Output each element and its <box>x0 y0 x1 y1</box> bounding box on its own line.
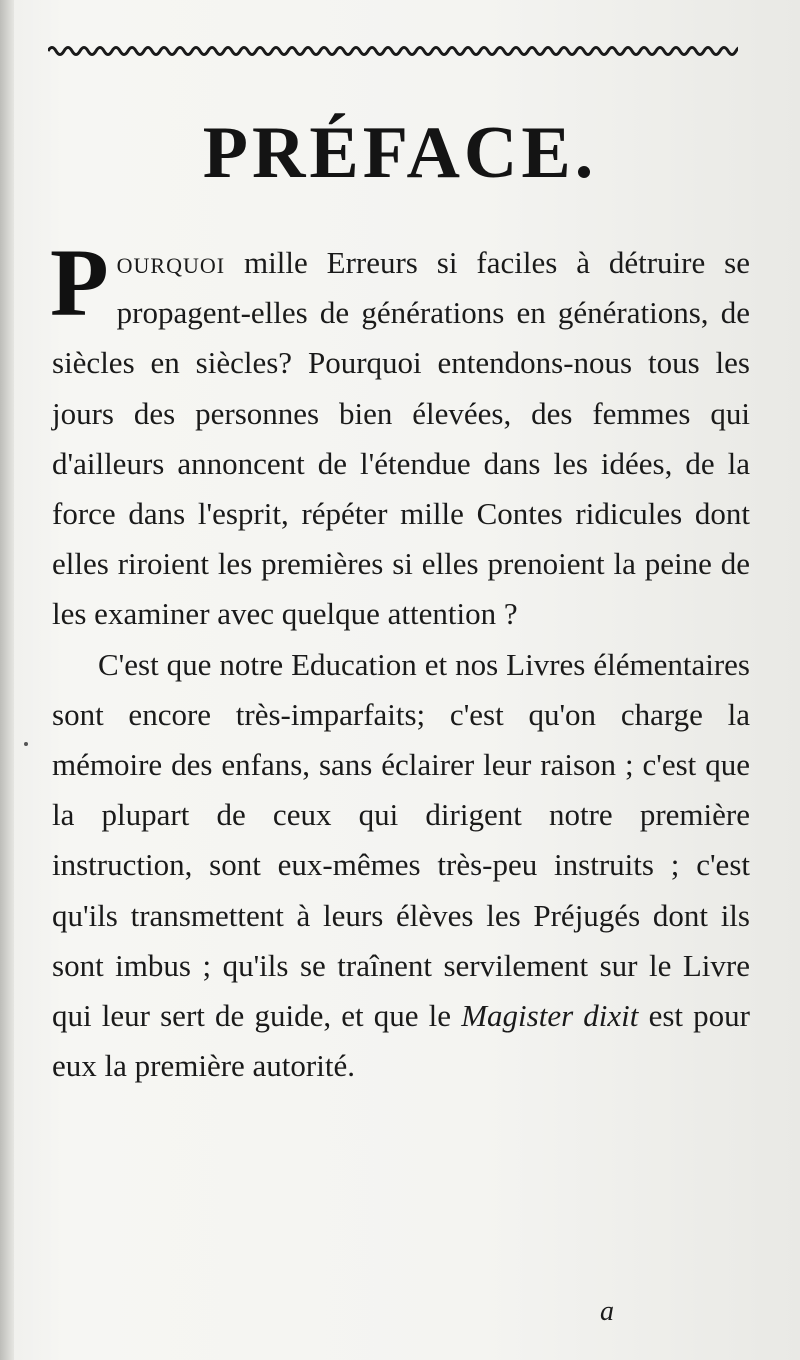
drop-cap: P <box>50 229 109 336</box>
latin-phrase: Magister dixit <box>461 998 639 1034</box>
paragraph-2 <box>52 640 750 1092</box>
signature-mark: a <box>600 1296 614 1327</box>
preface-body <box>50 229 750 1091</box>
page-title: PRÉFACE. <box>202 112 598 194</box>
paragraph-1-text: mille Erreurs si faciles à détruire se propagent-elles de générations en générations, de siècles en siècles? Pourquoi entendons-nous tous les jours des personnes bien élevées, des femmes qui d'ailleurs annoncent de l'étendue dans les idées, de la force dans l'esprit, répéter mille Contes ridicules dont elles riroient les premières si elles prenoient la peine de les examiner avec quelque attention ? <box>52 245 750 632</box>
paragraph-2-text: C'est que notre Education et nos Livres élémentaires sont encore très-imparfaits; c'est qu'on charge la mémoire des enfans, sans éclairer leur raison ; c'est que la plupart de ceux qui dirigent notre première instruction, sont eux-mêmes très-peu instruits ; c'est qu'ils transmettent à leurs élèves les Préjugés dont ils sont imbus ; qu'ils se traînent servilement sur le Livre qui leur sert de guide, et que le <box>52 646 750 1034</box>
paragraph-1 <box>50 229 750 640</box>
header-ornament-rule <box>48 44 738 58</box>
page-gutter-shadow <box>0 0 14 1360</box>
paragraph-2-end: est pour eux la première autorité. <box>52 998 750 1084</box>
ink-speck <box>24 742 28 746</box>
lead-word: ourquoi <box>116 245 226 280</box>
